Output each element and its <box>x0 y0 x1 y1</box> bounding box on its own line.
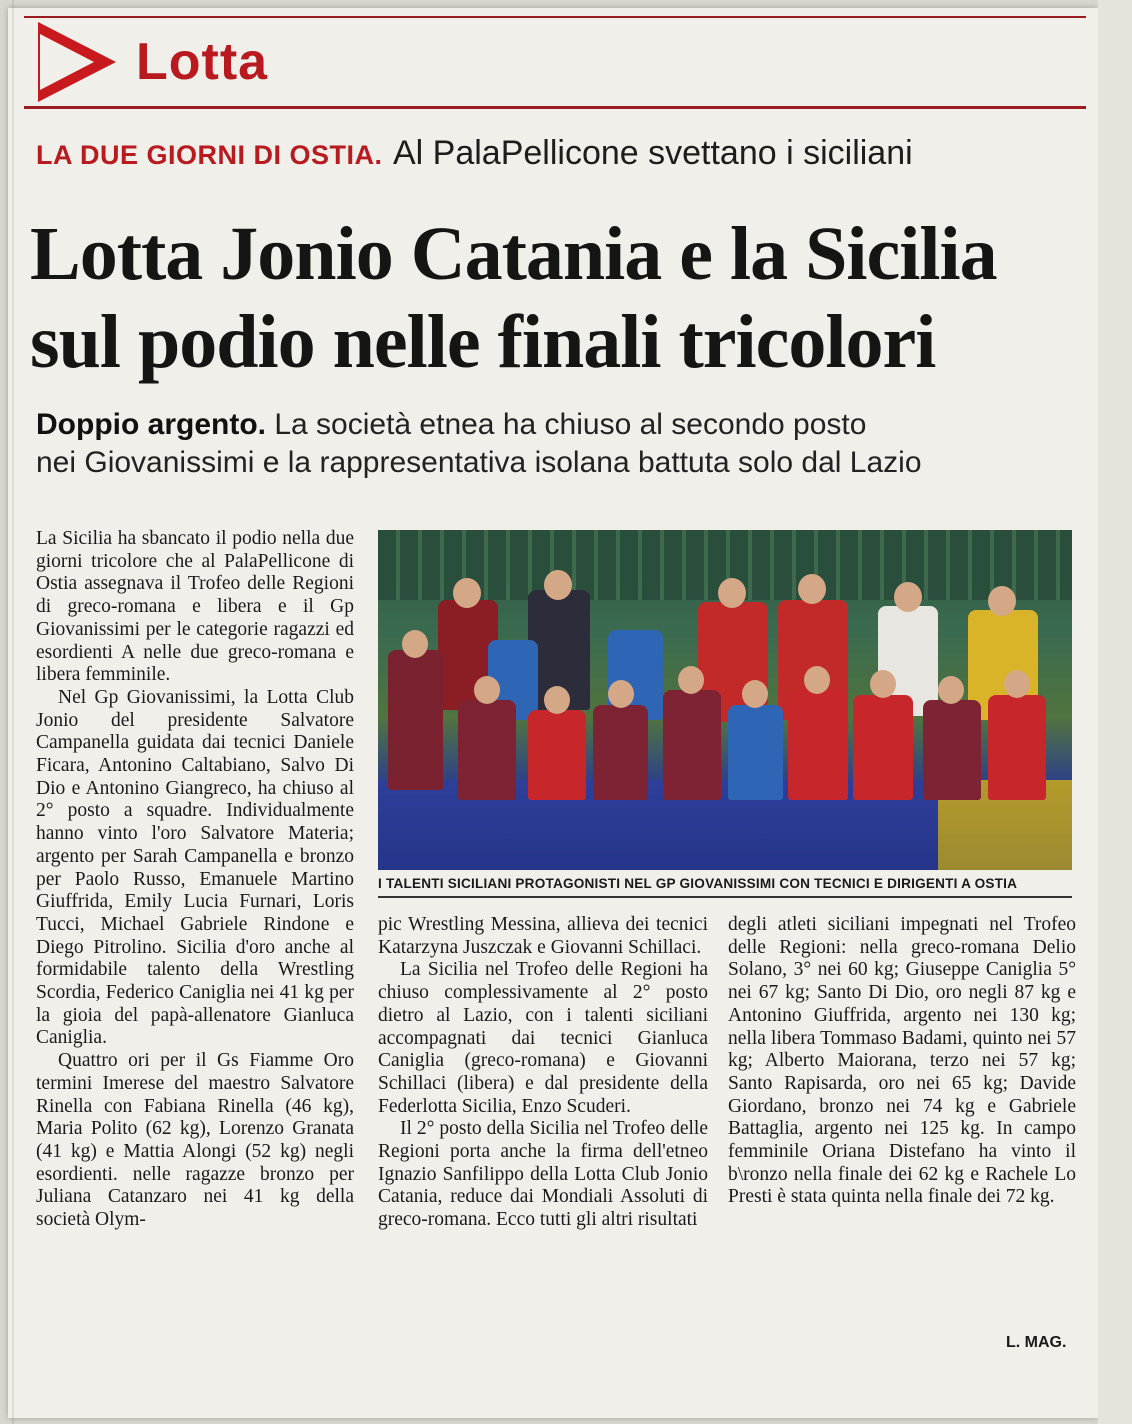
photo-person <box>528 710 586 800</box>
photo-head <box>870 670 896 698</box>
photo-head <box>544 686 570 714</box>
photo-person <box>388 650 443 790</box>
photo-person <box>593 705 648 800</box>
paragraph: degli atleti siciliani impegnati nel Trofeo delle Regioni: nella greco-romana Delio Solano, 3° nei 60 kg; Giuseppe Caniglia 5° nei 67 kg; Santo Di Dio, oro negli 87 kg e Antonino Giuffrida, argento nei 130 kg; nella libera Tommaso Badami, quinto nei 57 kg; Alberto Maiorana, terzo nei 57 kg; Santo Rapisarda, oro nei 65 kg; Davide Giordano, bronzo nei 74 kg e Gabriele Battaglia, argento nei 125 kg. In campo femminile Oriana Distefano ha vinto il b\ronzo nella finale dei 62 kg e Rachele Lo Presti è stata quinta nella finale dei 72 kg. <box>728 914 1076 1208</box>
photo-person <box>458 700 516 800</box>
subhead-line-1: La società etnea ha chiuso al secondo posto <box>274 408 867 441</box>
paragraph: La Sicilia nel Trofeo delle Regioni ha chiuso complessivamente al 2° posto dietro al Lazio, con i talenti siciliani accompagnati dai tecnici Gianluca Caniglia (greco-romana) e Giovanni Schillaci (libera) e dal presidente della Federlotta Sicilia, Enzo Scuderi. <box>378 959 708 1117</box>
section-arrow-inner <box>40 34 94 90</box>
photo-head <box>1004 670 1030 698</box>
top-rule <box>24 16 1086 18</box>
adjacent-page-edge <box>1098 0 1132 1424</box>
photo-head <box>798 574 826 604</box>
paragraph: La Sicilia ha sbancato il podio nella due giorni tricolore che al PalaPellicone di Ostia assegnava il Trofeo delle Regioni di greco-romana e libera e il Gp Giovanissimi per le categorie ragazzi ed esordienti A nelle due greco-romana e libera femminile. <box>36 528 354 686</box>
photo-person <box>988 695 1046 800</box>
article-column-2 <box>378 914 708 1232</box>
photo-head <box>453 578 481 608</box>
byline: L. MAG. <box>1006 1334 1067 1351</box>
page-fold <box>12 0 14 1424</box>
photo-head <box>608 680 634 708</box>
photo-caption: I TALENTI SICILIANI PROTAGONISTI NEL GP GIOVANISSIMI CON TECNICI E DIRIGENTI A OSTIA <box>378 876 1018 891</box>
photo-person <box>788 690 848 800</box>
section-rule <box>24 106 1086 109</box>
section-title: Lotta <box>136 33 269 91</box>
photo-head <box>402 630 428 658</box>
team-photo <box>378 530 1072 870</box>
article-column-3 <box>728 914 1076 1209</box>
article-column-1 <box>36 528 354 1232</box>
paragraph: Nel Gp Giovanissimi, la Lotta Club Jonio del presidente Salvatore Campanella guidata dai tecnici Daniele Ficara, Antonino Caltabiano, Salvo Di Dio e Antonino Giangreco, ha chiuso al 2° posto a squadre. Individualmente hanno vinto l'oro Salvatore Materia; argento per Sarah Campanella e bronzo per Paolo Russo, Emanuele Martino Giuffrida, Emily Lucia Furnari, Loris Tucci, Michael Gabriele Rindone e Diego Pitrolino. Sicilia d'oro anche al formidabile talento della Wrestling Scordia, Federico Caniglia nei 41 kg per la gioia del papà-allenatore Gianluca Caniglia. <box>36 686 354 1049</box>
photo-head <box>804 666 830 694</box>
photo-head <box>678 666 704 694</box>
kicker-text: Al PalaPellicone svettano i siciliani <box>392 134 913 172</box>
photo-head <box>742 680 768 708</box>
subhead-lead: Doppio argento. <box>36 408 266 441</box>
photo-head <box>718 578 746 608</box>
photo-head <box>474 676 500 704</box>
photo-person <box>663 690 721 800</box>
subheadline <box>36 406 1076 482</box>
paragraph: Quattro ori per il Gs Fiamme Oro termini Imerese del maestro Salvatore Rinella con Fabiana Rinella (46 kg), Maria Polito (62 kg), Lorenzo Granata (41 kg) e Mattia Alongi (52 kg) negli esordienti. nelle ragazze bronzo per Juliana Catanzaro nei 41 kg della società Olym- <box>36 1050 354 1231</box>
caption-rule <box>378 896 1072 898</box>
photo-head <box>894 582 922 612</box>
kicker <box>36 134 913 173</box>
subhead-line-2: nei Giovanissimi e la rappresentativa isolana battuta solo dal Lazio <box>36 446 922 479</box>
headline <box>30 210 1070 386</box>
photo-head <box>988 586 1016 616</box>
photo-person <box>728 705 783 800</box>
photo-head <box>938 676 964 704</box>
headline-line-1: Lotta Jonio Catania e la Sicilia <box>30 212 997 296</box>
paragraph: Il 2° posto della Sicilia nel Trofeo delle Regioni porta anche la firma dell'etneo Ignazio Sanfilippo della Lotta Club Jonio Catania, reduce dai Mondiali Assoluti di greco-romana. Ecco tutti gli altri risultati <box>378 1118 708 1231</box>
paragraph: pic Wrestling Messina, allieva dei tecnici Katarzyna Juszczak e Giovanni Schillaci. <box>378 914 708 958</box>
headline-line-2: sul podio nelle finali tricolori <box>30 300 936 384</box>
kicker-label: LA DUE GIORNI DI OSTIA. <box>36 140 383 170</box>
photo-person <box>853 695 913 800</box>
photo-head <box>544 570 572 600</box>
photo-person <box>923 700 981 800</box>
